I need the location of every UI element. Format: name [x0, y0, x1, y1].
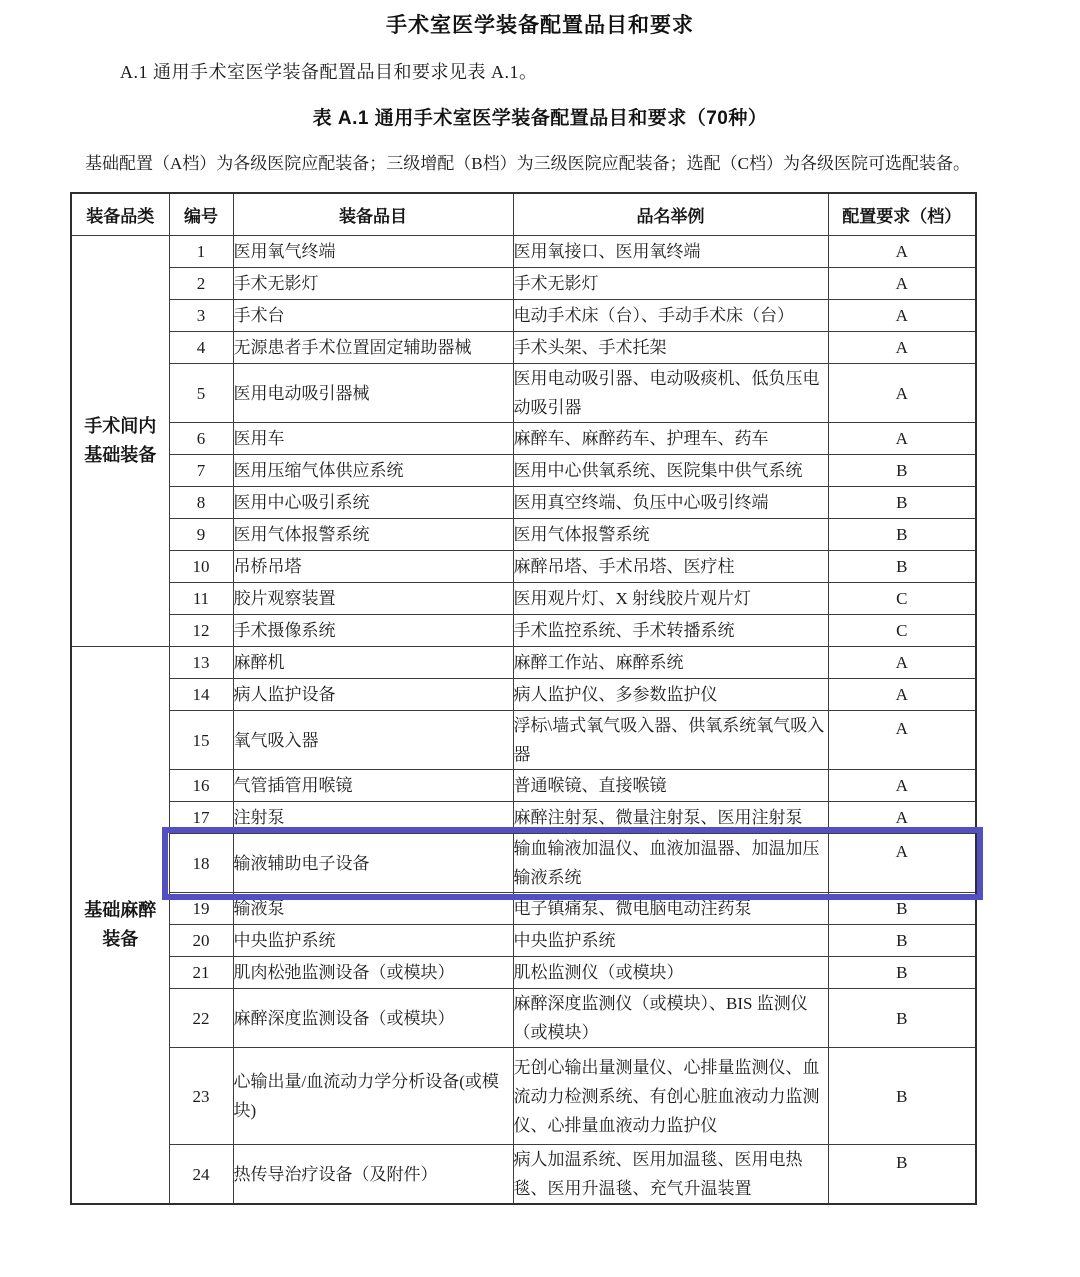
header-examples: 品名举例 — [513, 193, 828, 236]
item-cell: 气管插管用喉镜 — [233, 770, 513, 802]
table-row-11 — [71, 583, 976, 615]
row-number-cell: 21 — [169, 957, 233, 989]
row-number-cell: 17 — [169, 802, 233, 834]
examples-cell: 麻醉注射泵、微量注射泵、医用注射泵 — [513, 802, 828, 834]
table-row-24 — [71, 1145, 976, 1205]
header-number: 编号 — [169, 193, 233, 236]
row-number-cell: 8 — [169, 487, 233, 519]
table-row-4 — [71, 332, 976, 364]
grade-cell: A — [828, 268, 976, 300]
examples-cell: 麻醉吊塔、手术吊塔、医疗柱 — [513, 551, 828, 583]
table-row-23 — [71, 1048, 976, 1145]
examples-cell: 手术头架、手术托架 — [513, 332, 828, 364]
row-number-cell: 22 — [169, 989, 233, 1048]
item-cell: 输液辅助电子设备 — [233, 834, 513, 893]
examples-cell: 病人加温系统、医用加温毯、医用电热毯、医用升温毯、充气升温装置 — [513, 1145, 828, 1205]
equipment-table — [70, 192, 977, 1205]
grade-cell: A — [828, 647, 976, 679]
table-row-13 — [71, 647, 976, 679]
item-cell: 医用车 — [233, 423, 513, 455]
grade-cell: B — [828, 1145, 976, 1205]
table-row-8 — [71, 487, 976, 519]
examples-cell: 病人监护仪、多参数监护仪 — [513, 679, 828, 711]
category-cell — [71, 647, 169, 1205]
row-number-cell: 5 — [169, 364, 233, 423]
row-number-cell: 19 — [169, 893, 233, 925]
grade-cell: A — [828, 364, 976, 423]
item-cell: 医用中心吸引系统 — [233, 487, 513, 519]
item-cell: 医用电动吸引器械 — [233, 364, 513, 423]
grade-cell: A — [828, 834, 976, 893]
item-cell: 心输出量/血流动力学分析设备(或模块) — [233, 1048, 513, 1145]
row-number-cell: 12 — [169, 615, 233, 647]
examples-cell: 无创心输出量测量仪、心排量监测仪、血流动力检测系统、有创心脏血液动力监测仪、心排量血液动力监护仪 — [513, 1048, 828, 1145]
row-number-cell: 6 — [169, 423, 233, 455]
header-grade: 配置要求（档） — [828, 193, 976, 236]
item-cell: 麻醉深度监测设备（或模块） — [233, 989, 513, 1048]
item-cell: 中央监护系统 — [233, 925, 513, 957]
item-cell: 医用压缩气体供应系统 — [233, 455, 513, 487]
grade-cell: C — [828, 583, 976, 615]
category-label-line: 基础麻醉 — [84, 900, 157, 920]
row-number-cell: 16 — [169, 770, 233, 802]
grade-cell: B — [828, 519, 976, 551]
grade-note: 基础配置（A档）为各级医院应配装备；三级增配（B档）为三级医院应配装备；选配（C档）为各级医院可选配装备。 — [85, 154, 970, 173]
category-label-line: 基础装备 — [84, 445, 157, 465]
item-cell: 手术摄像系统 — [233, 615, 513, 647]
grade-cell: B — [828, 957, 976, 989]
item-cell: 氧气吸入器 — [233, 711, 513, 770]
item-cell: 热传导治疗设备（及附件） — [233, 1145, 513, 1205]
row-number-cell: 18 — [169, 834, 233, 893]
examples-cell: 肌松监测仪（或模块） — [513, 957, 828, 989]
grade-cell: C — [828, 615, 976, 647]
table-row-5 — [71, 364, 976, 423]
table-row-18 — [71, 834, 976, 893]
item-cell: 胶片观察装置 — [233, 583, 513, 615]
examples-cell: 中央监护系统 — [513, 925, 828, 957]
table-caption: 表 A.1 通用手术室医学装备配置品目和要求（70种） — [312, 108, 768, 129]
examples-cell: 浮标\墙式氧气吸入器、供氧系统氧气吸入器 — [513, 711, 828, 770]
examples-cell: 麻醉车、麻醉药车、护理车、药车 — [513, 423, 828, 455]
row-number-cell: 9 — [169, 519, 233, 551]
table-row-20 — [71, 925, 976, 957]
item-cell: 输液泵 — [233, 893, 513, 925]
grade-cell: A — [828, 300, 976, 332]
table-row-15 — [71, 711, 976, 770]
row-number-cell: 14 — [169, 679, 233, 711]
item-cell: 麻醉机 — [233, 647, 513, 679]
document-title: 手术室医学装备配置品目和要求 — [386, 14, 694, 37]
table-row-12 — [71, 615, 976, 647]
table-row-2 — [71, 268, 976, 300]
item-cell: 吊桥吊塔 — [233, 551, 513, 583]
examples-cell: 电动手术床（台）、手动手术床（台） — [513, 300, 828, 332]
grade-cell: A — [828, 802, 976, 834]
table-row-7 — [71, 455, 976, 487]
item-cell: 手术台 — [233, 300, 513, 332]
row-number-cell: 24 — [169, 1145, 233, 1205]
examples-cell: 医用真空终端、负压中心吸引终端 — [513, 487, 828, 519]
table-row-1 — [71, 236, 976, 268]
table-row-14 — [71, 679, 976, 711]
table-row-22 — [71, 989, 976, 1048]
table-header-row — [71, 193, 976, 236]
grade-cell: B — [828, 893, 976, 925]
grade-cell: A — [828, 770, 976, 802]
row-number-cell: 15 — [169, 711, 233, 770]
item-cell: 医用氧气终端 — [233, 236, 513, 268]
grade-cell: A — [828, 711, 976, 770]
examples-cell: 麻醉工作站、麻醉系统 — [513, 647, 828, 679]
header-category: 装备品类 — [71, 193, 169, 236]
item-cell: 医用气体报警系统 — [233, 519, 513, 551]
examples-cell: 医用气体报警系统 — [513, 519, 828, 551]
grade-cell: A — [828, 423, 976, 455]
examples-cell: 手术监控系统、手术转播系统 — [513, 615, 828, 647]
row-number-cell: 10 — [169, 551, 233, 583]
examples-cell: 麻醉深度监测仪（或模块）、BIS 监测仪（或模块） — [513, 989, 828, 1048]
item-cell: 无源患者手术位置固定辅助器械 — [233, 332, 513, 364]
row-number-cell: 20 — [169, 925, 233, 957]
category-cell — [71, 236, 169, 647]
item-cell: 肌肉松弛监测设备（或模块） — [233, 957, 513, 989]
examples-cell: 医用氧接口、医用氧终端 — [513, 236, 828, 268]
row-number-cell: 7 — [169, 455, 233, 487]
examples-cell: 医用电动吸引器、电动吸痰机、低负压电动吸引器 — [513, 364, 828, 423]
grade-cell: A — [828, 236, 976, 268]
category-label-line: 装备 — [102, 929, 139, 949]
examples-cell: 医用观片灯、X 射线胶片观片灯 — [513, 583, 828, 615]
examples-cell: 普通喉镜、直接喉镜 — [513, 770, 828, 802]
grade-cell: A — [828, 679, 976, 711]
row-number-cell: 11 — [169, 583, 233, 615]
row-number-cell: 1 — [169, 236, 233, 268]
row-number-cell: 23 — [169, 1048, 233, 1145]
table-row-19 — [71, 893, 976, 925]
header-item: 装备品目 — [233, 193, 513, 236]
grade-cell: B — [828, 551, 976, 583]
row-number-cell: 4 — [169, 332, 233, 364]
examples-cell: 手术无影灯 — [513, 268, 828, 300]
table-row-9 — [71, 519, 976, 551]
table-row-21 — [71, 957, 976, 989]
row-number-cell: 2 — [169, 268, 233, 300]
grade-cell: B — [828, 925, 976, 957]
grade-cell: B — [828, 487, 976, 519]
item-cell: 手术无影灯 — [233, 268, 513, 300]
table-row-17 — [71, 802, 976, 834]
examples-cell: 电子镇痛泵、微电脑电动注药泵 — [513, 893, 828, 925]
grade-cell: B — [828, 989, 976, 1048]
row-number-cell: 3 — [169, 300, 233, 332]
item-cell: 注射泵 — [233, 802, 513, 834]
grade-cell: B — [828, 455, 976, 487]
row-number-cell: 13 — [169, 647, 233, 679]
intro-paragraph: A.1 通用手术室医学装备配置品目和要求见表 A.1。 — [120, 62, 538, 82]
table-row-16 — [71, 770, 976, 802]
table-row-10 — [71, 551, 976, 583]
examples-cell: 输血输液加温仪、血液加温器、加温加压输液系统 — [513, 834, 828, 893]
grade-cell: A — [828, 332, 976, 364]
table-row-6 — [71, 423, 976, 455]
grade-cell: B — [828, 1048, 976, 1145]
examples-cell: 医用中心供氧系统、医院集中供气系统 — [513, 455, 828, 487]
item-cell: 病人监护设备 — [233, 679, 513, 711]
table-row-3 — [71, 300, 976, 332]
category-label-line: 手术间内 — [84, 416, 157, 436]
